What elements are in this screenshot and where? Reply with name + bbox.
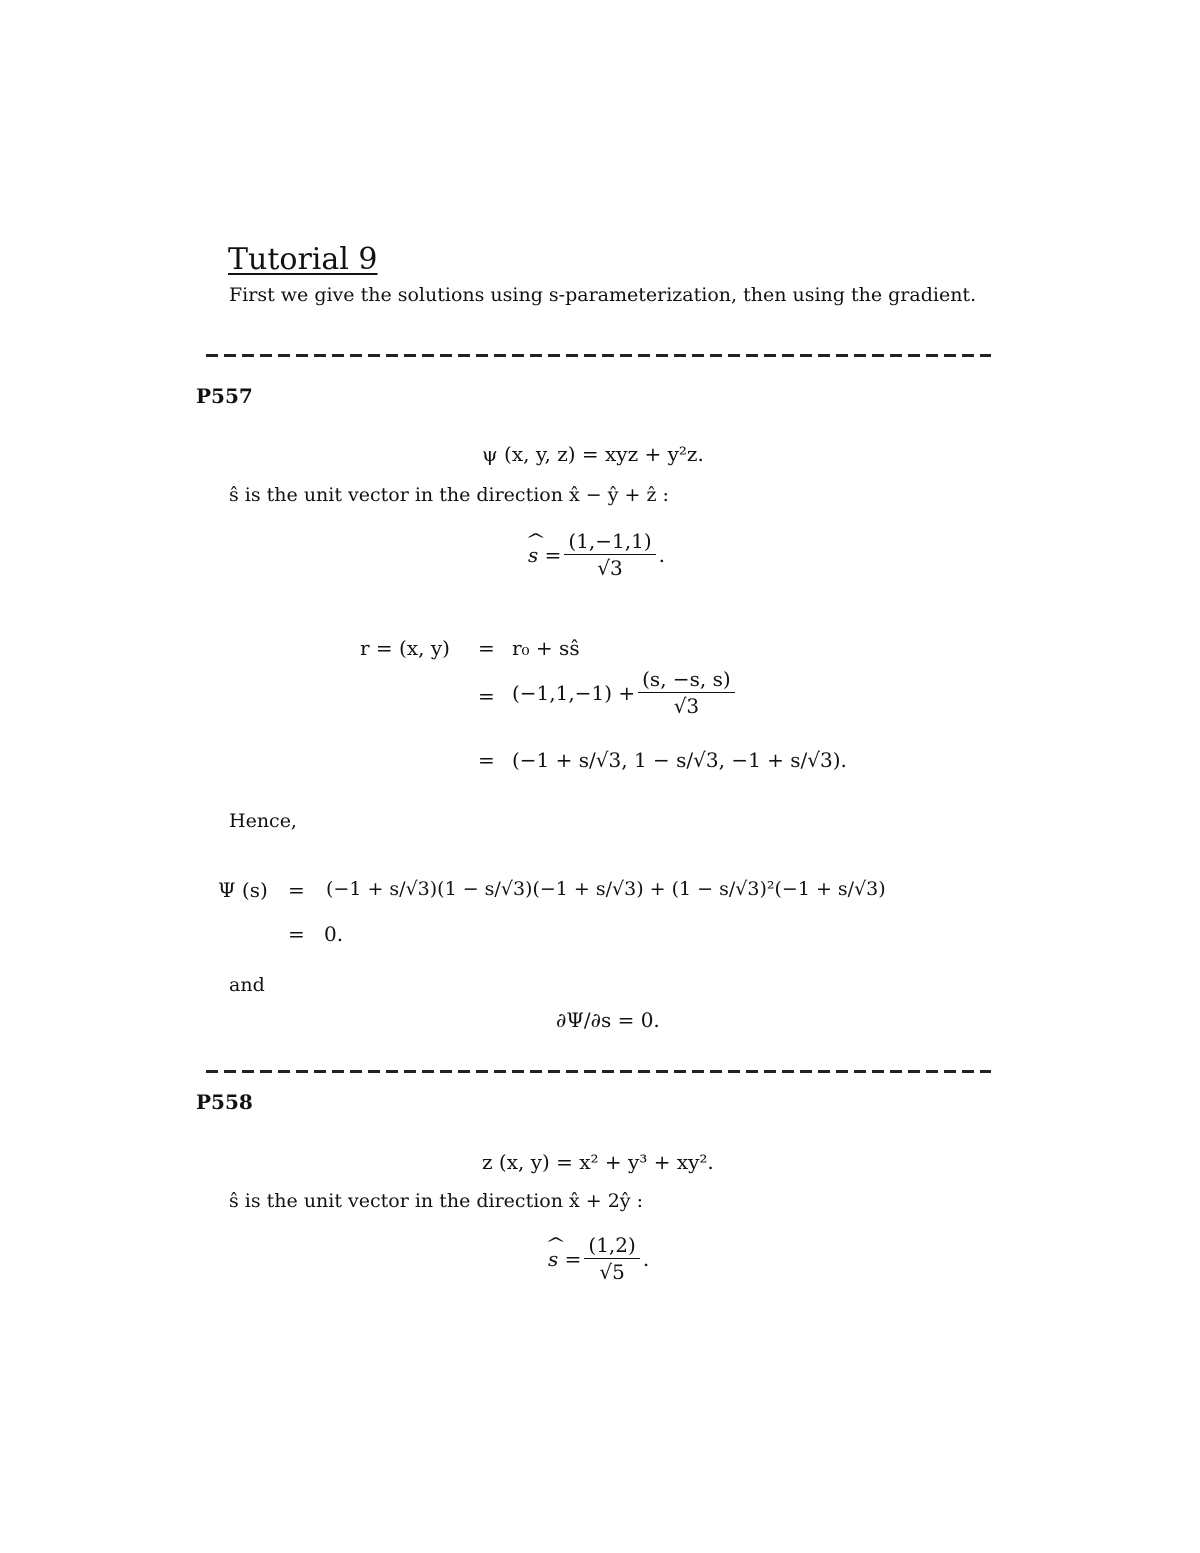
fraction-denominator: √3 — [597, 556, 623, 580]
s-hat-symbol: ^ s = — [528, 543, 561, 567]
fraction-denominator: √3 — [673, 694, 700, 718]
equals-sign: = — [288, 922, 305, 946]
psi-expression: (−1 + s/√3)(1 − s/√3)(−1 + s/√3) + (1 − s/√3)²(−1 + s/√3) — [326, 878, 886, 900]
r-line-3: (−1 + s/√3, 1 − s/√3, −1 + s/√3). — [512, 748, 847, 772]
direction-text: ŝ is the unit vector in the direction x̂ − ŷ + ẑ : — [229, 484, 669, 506]
fraction-numerator: (1,2) — [584, 1234, 639, 1259]
r-line-2 — [512, 668, 738, 717]
equals-sign: = — [288, 878, 305, 902]
equals-sign: = — [478, 748, 495, 772]
equals-sign: = — [478, 684, 495, 708]
r-line-1: r₀ + sŝ — [512, 636, 580, 660]
fraction-denominator: √5 — [599, 1260, 625, 1284]
section-divider — [206, 354, 991, 357]
intro-text: First we give the solutions using s-parameterization, then using the gradient. — [229, 284, 977, 306]
r-lhs: r = (x, y) — [360, 636, 450, 660]
fraction-numerator: (s, −s, s) — [638, 668, 735, 693]
equals-sign: = — [478, 636, 495, 660]
psi-lhs: Ψ (s) — [218, 878, 268, 902]
unit-vector-equation: ^ s = $\frac{(1,2)}{√5}$ . — [548, 1234, 649, 1283]
r-line-2-part: (−1,1,−1) + — [512, 680, 636, 705]
problem-label: P558 — [196, 1090, 253, 1114]
r-line-2-fraction — [638, 668, 735, 717]
direction-text: ŝ is the unit vector in the direction x̂ + 2ŷ : — [229, 1190, 643, 1212]
section-divider — [206, 1070, 991, 1073]
problem-label: P557 — [196, 384, 253, 408]
unit-vector-equation: ^ s = $\frac{(1,-1,1)}{√3}$ . — [528, 530, 665, 579]
fraction-numerator: (1,−1,1) — [564, 530, 655, 555]
hence-text: Hence, — [229, 810, 297, 832]
function-equation: z (x, y) = x² + y³ + xy². — [482, 1150, 714, 1174]
s-hat-symbol: ^ s = — [548, 1247, 581, 1271]
function-equation: ψ (x, y, z) = xyz + y²z. — [482, 442, 704, 466]
s-hat-fraction — [564, 530, 655, 579]
and-text: and — [229, 974, 265, 996]
page-title: Tutorial 9 — [228, 242, 378, 277]
derivative-equation: ∂Ψ/∂s = 0. — [556, 1008, 660, 1032]
psi-result: 0. — [324, 922, 344, 946]
s-hat-fraction — [584, 1234, 639, 1283]
